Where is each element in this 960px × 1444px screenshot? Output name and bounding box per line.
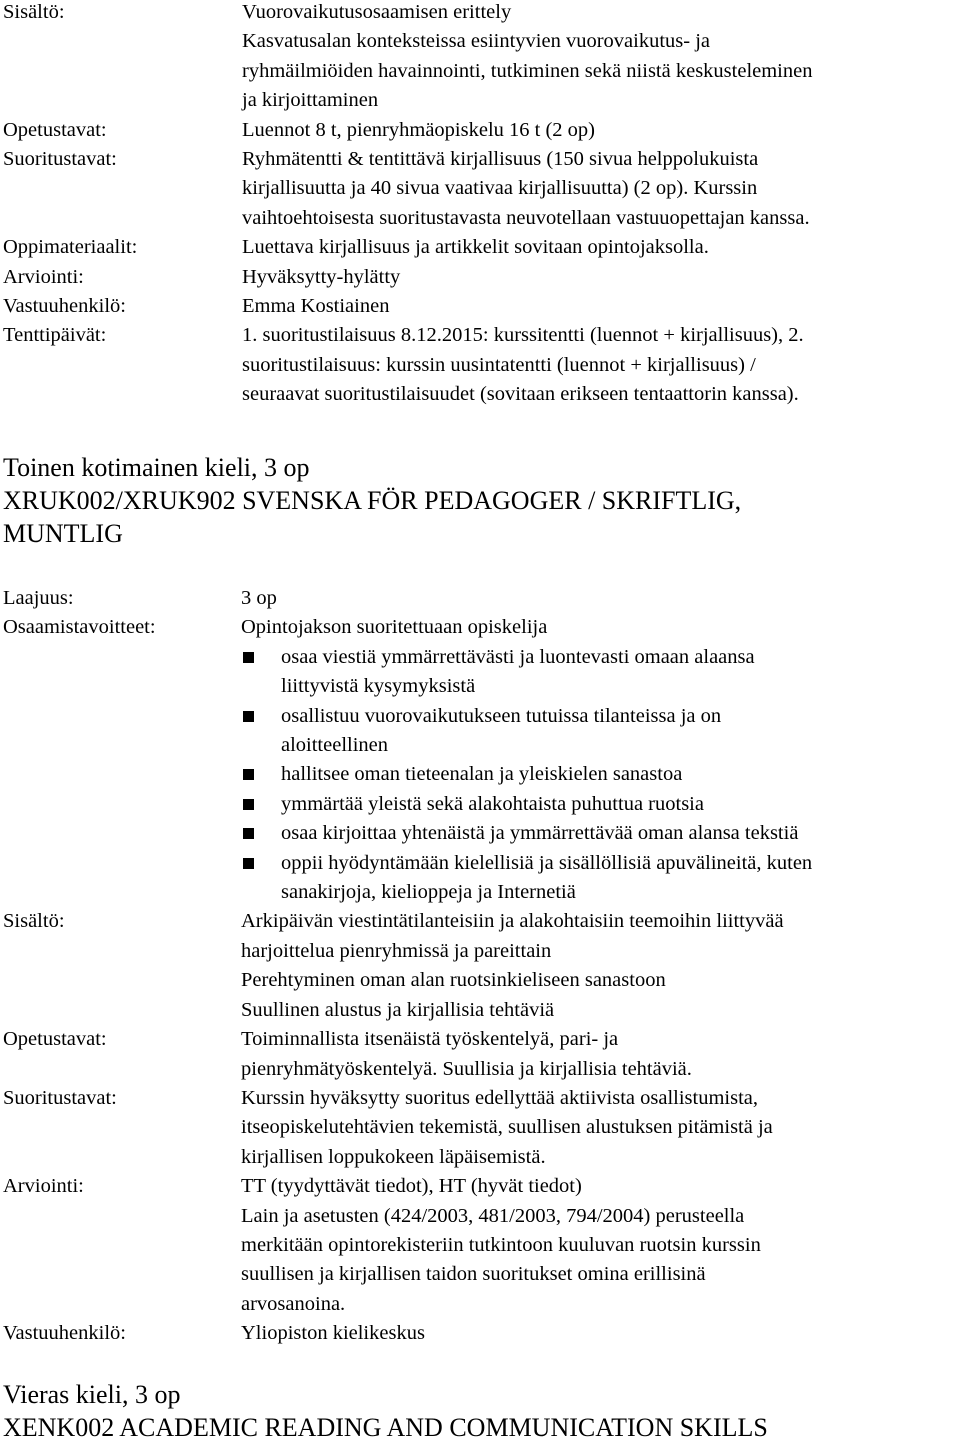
text-line: kirjallisen loppukokeen läpäisemistä.	[241, 1145, 546, 1168]
course2-vastuuhenkilo-row	[3, 1319, 953, 1348]
square-bullet-icon	[243, 711, 254, 722]
text-line: itseopiskelutehtävien tekemistä, suullisen alustuksen pitämistä ja	[241, 1116, 773, 1139]
text-line: Kurssin hyväksytty suoritus edellyttää aktiivista osallistumista,	[241, 1086, 759, 1109]
course1-suoritustavat-row	[3, 145, 953, 233]
text-line: arvosanoina.	[241, 1292, 346, 1315]
course-heading-line: XRUK002/XRUK902 SVENSKA FÖR PEDAGOGER / SKRIFTLIG,	[3, 486, 742, 515]
field-value	[241, 613, 953, 907]
course2-suoritustavat-row	[3, 1084, 953, 1172]
course1-arviointi-row	[3, 263, 953, 292]
course2-osaamistavoitteet-row	[3, 613, 953, 907]
field-label: Tenttipäivät:	[3, 324, 107, 347]
field-label: Vastuuhenkilö:	[3, 295, 126, 318]
field-label: Arviointi:	[3, 1175, 84, 1198]
text-line: Vuorovaikutusosaamisen erittely	[242, 1, 512, 23]
text-line: ymmärtää yleistä sekä alakohtaista puhuttua ruotsia	[281, 792, 704, 815]
course2-section	[3, 584, 953, 1349]
text-line: liittyvistä kysymyksistä	[281, 675, 476, 698]
field-label: Arviointi:	[3, 265, 84, 288]
course3-heading	[3, 1378, 768, 1444]
field-value	[241, 1172, 953, 1319]
course1-opetustavat-row	[3, 116, 953, 145]
text-line: merkitään opintorekisteriin tutkintoon kuuluvan ruotsin kurssin	[241, 1233, 761, 1256]
course-heading-line: XENK002 ACADEMIC READING AND COMMUNICATION SKILLS	[3, 1413, 768, 1442]
field-label: Opetustavat:	[3, 1028, 107, 1051]
field-value	[242, 233, 953, 262]
text-line: aloitteellinen	[281, 734, 389, 757]
text-line: harjoittelua pienryhmissä ja pareittain	[241, 939, 552, 962]
field-value	[241, 1084, 953, 1172]
field-value	[242, 263, 953, 292]
text-line: Opintojakson suoritettuaan opiskelija	[241, 616, 548, 639]
text-line: Perehtyminen oman alan ruotsinkieliseen sanastoon	[241, 969, 666, 992]
field-value	[242, 321, 953, 409]
text-line: Emma Kostiainen	[242, 295, 390, 318]
field-value	[241, 1319, 953, 1348]
text-line: osaa kirjoittaa yhtenäistä ja ymmärrettävää oman alansa tekstiä	[281, 822, 799, 845]
course-heading-line: Vieras kieli, 3 op	[3, 1380, 181, 1409]
field-label: Opetustavat:	[3, 118, 107, 141]
bullet-item	[241, 849, 953, 908]
bullet-item	[241, 819, 953, 848]
field-label: Vastuuhenkilö:	[3, 1322, 126, 1345]
text-line: 1. suoritustilaisuus 8.12.2015: kurssitentti (luennot + kirjallisuus), 2.	[242, 324, 804, 347]
text-line: Ryhmätentti & tentittävä kirjallisuus (150 sivua helppolukuista	[242, 148, 759, 171]
course2-heading	[3, 451, 741, 550]
course2-arviointi-row	[3, 1172, 953, 1319]
course1-vastuuhenkilo-row	[3, 292, 953, 321]
text-line: Arkipäivän viestintätilanteisiin ja alakohtaisiin teemoihin liittyvää	[241, 910, 784, 933]
field-value	[241, 907, 953, 1025]
field-value	[242, 145, 953, 233]
course1-tenttipaivat-row	[3, 321, 953, 409]
text-line: hallitsee oman tieteenalan ja yleiskielen sanastoa	[281, 763, 683, 786]
field-label: Osaamistavoitteet:	[3, 616, 156, 639]
field-label: Laajuus:	[3, 587, 74, 609]
text-line: suoritustilaisuus: kurssin uusintatentti (luennot + kirjallisuus) /	[242, 353, 756, 376]
square-bullet-icon	[243, 858, 254, 869]
text-line: Yliopiston kielikeskus	[241, 1322, 425, 1345]
course2-sisalto-row	[3, 907, 953, 1025]
text-line: TT (tyydyttävät tiedot), HT (hyvät tiedot)	[241, 1175, 582, 1198]
course-heading-line: Toinen kotimainen kieli, 3 op	[3, 453, 310, 482]
field-label: Sisältö:	[3, 1, 65, 23]
text-line: Luennot 8 t, pienryhmäopiskelu 16 t (2 op)	[242, 118, 595, 141]
text-line: Luettava kirjallisuus ja artikkelit sovitaan opintojaksolla.	[242, 236, 709, 259]
course1-section	[3, 0, 953, 410]
course1-oppimateriaalit-row	[3, 233, 953, 262]
text-line: oppii hyödyntämään kielellisiä ja sisällöllisiä apuvälineitä, kuten	[281, 851, 813, 874]
bullet-item	[241, 790, 953, 819]
text-line: Hyväksytty-hylätty	[242, 265, 401, 288]
square-bullet-icon	[243, 652, 254, 663]
text-line: Lain ja asetusten (424/2003, 481/2003, 794/2004) perusteella	[241, 1204, 745, 1227]
course-heading-line: MUNTLIG	[3, 519, 123, 548]
course2-laajuus-row	[3, 584, 953, 613]
bullet-item	[241, 643, 953, 702]
field-label: Oppimateriaalit:	[3, 236, 138, 259]
text-line: 3 op	[241, 587, 277, 609]
text-line: osallistuu vuorovaikutukseen tutuissa tilanteissa ja on	[281, 704, 722, 727]
text-line: suullisen ja kirjallisen taidon suoritukset omina erillisinä	[241, 1263, 706, 1286]
field-value	[242, 0, 953, 116]
bullet-item	[241, 702, 953, 761]
field-value	[241, 584, 953, 613]
text-line: ryhmäilmiöiden havainnointi, tutkiminen sekä niistä keskusteleminen	[242, 59, 813, 82]
text-line: seuraavat suoritustilaisuudet (sovitaan erikseen tentaattorin kanssa).	[242, 383, 799, 406]
field-value	[241, 1025, 953, 1084]
text-line: osaa viestiä ymmärrettävästi ja luontevasti omaan alaansa	[281, 645, 755, 668]
text-line: Kasvatusalan konteksteissa esiintyvien vuorovaikutus- ja	[242, 30, 710, 53]
text-line: pienryhmätyöskentelyä. Suullisia ja kirjallisia tehtäviä.	[241, 1057, 692, 1080]
course2-opetustavat-row	[3, 1025, 953, 1084]
square-bullet-icon	[243, 799, 254, 810]
text-line: Suullinen alustus ja kirjallisia tehtäviä	[241, 998, 555, 1021]
text-line: ja kirjoittaminen	[242, 89, 379, 112]
text-line: kirjallisuutta ja 40 sivua vaativaa kirjallisuutta) (2 op). Kurssin	[242, 177, 758, 200]
text-line: sanakirjoja, kielioppeja ja Internetiä	[281, 881, 576, 904]
field-value	[242, 292, 953, 321]
field-label: Suoritustavat:	[3, 1086, 117, 1109]
field-label: Suoritustavat:	[3, 148, 117, 171]
text-line: Toiminnallista itsenäistä työskentelyä, pari- ja	[241, 1028, 619, 1051]
course1-sisalto-row	[3, 0, 953, 116]
text-line: vaihtoehtoisesta suoritustavasta neuvotellaan vastuuopettajan kanssa.	[242, 206, 810, 229]
square-bullet-icon	[243, 769, 254, 780]
square-bullet-icon	[243, 828, 254, 839]
field-label: Sisältö:	[3, 910, 65, 933]
field-value	[242, 116, 953, 145]
bullet-item	[241, 760, 953, 789]
